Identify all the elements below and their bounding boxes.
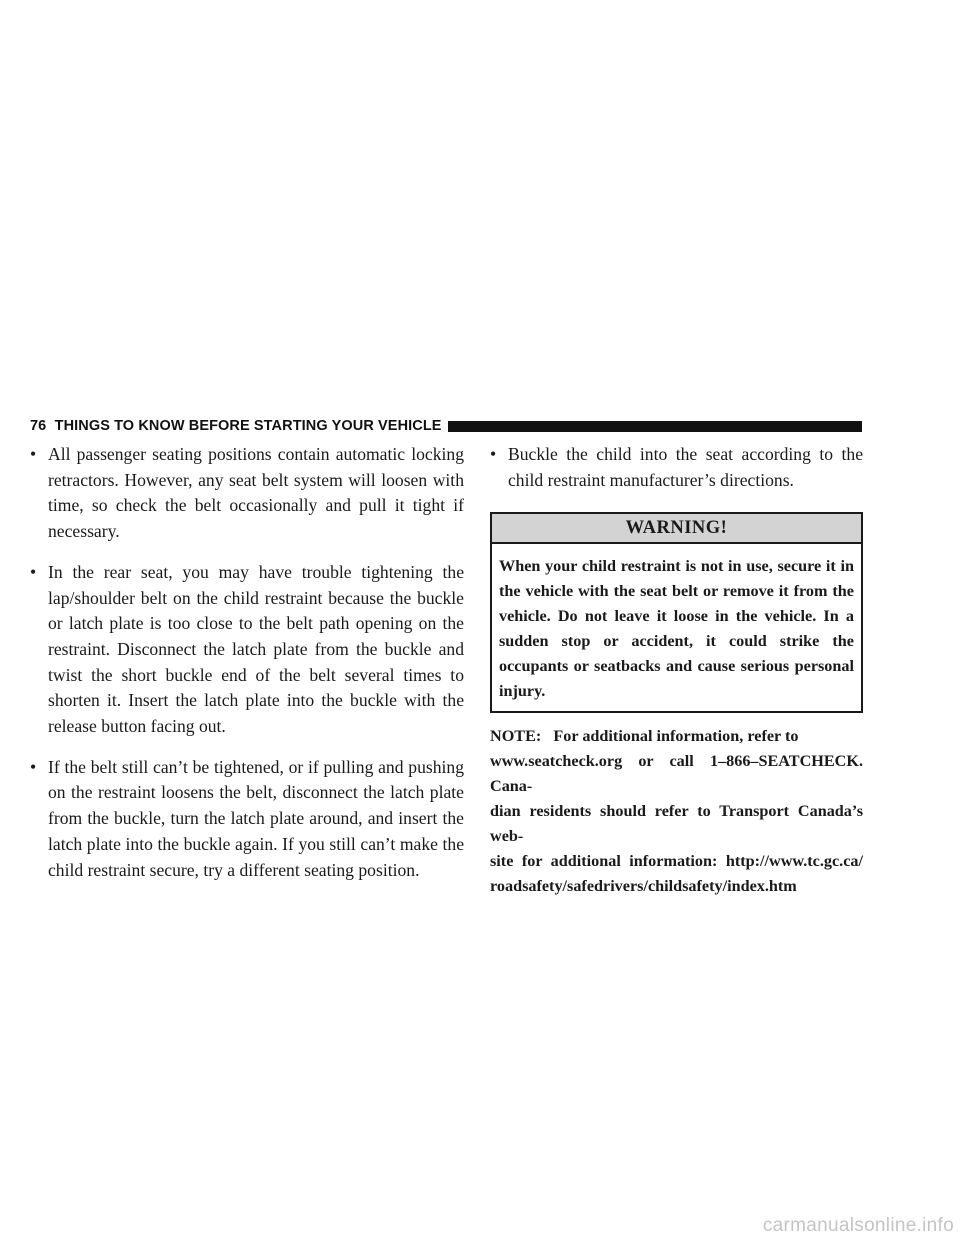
note-line: roadsafety/safedrivers/childsafety/index.htm [490, 877, 797, 896]
page-header [30, 415, 862, 437]
warning-box [490, 512, 863, 713]
right-column [490, 442, 863, 899]
note-line: dian residents should refer to Transport Canada’s web- [490, 802, 863, 846]
bullet-icon: • [30, 756, 37, 777]
bullet-text: In the rear seat, you may have trouble tightening the lap/shoulder belt on the child restraint because the buckle or latch plate is too close to the belt path opening on the restraint. Disconnect the latch plate from the buckle and twist the short buckle end of the belt several times to shorten it. Insert the latch plate into the buckle with the release button facing out. [48, 561, 464, 737]
bullet-item [30, 560, 464, 740]
bullet-text: If the belt still can’t be tightened, or if pulling and pushing on the restraint loosens the belt, disconnect the latch plate from the buckle, turn the latch plate around, and insert the latch plate into the buckle again. If you still can’t make the child restraint secure, try a different seating position. [48, 756, 464, 880]
bullet-item [30, 755, 464, 884]
left-column [30, 442, 464, 898]
note-line: NOTE: For additional information, refer to [490, 727, 799, 746]
bullet-icon: • [30, 444, 37, 464]
bullet-icon: • [490, 444, 497, 464]
warning-text: When your child restraint is not in use, secure it in the vehicle with the seat belt or remove it from the vehicle. Do not leave it loose in the vehicle. In a sudden stop or accident, it could strike the occupants or seatbacks and cause serious personal injury. [499, 557, 854, 701]
note-line: site for additional information: http://www.tc.gc.ca/ [490, 852, 863, 871]
bullet-text: Buckle the child into the seat according to the child restraint manufacturer’s directions. [508, 444, 863, 490]
site-watermark: carmanualsonline.info [762, 1215, 954, 1236]
page-number: 76 [30, 418, 47, 434]
warning-title: WARNING! [492, 514, 861, 544]
bullet-item [490, 442, 863, 493]
section-title: THINGS TO KNOW BEFORE STARTING YOUR VEHICLE [54, 418, 442, 434]
header-rule [448, 421, 862, 432]
bullet-text: All passenger seating positions contain automatic locking retractors. However, any seat belt system will loosen with time, so check the belt occasionally and pull it tight if necessary. [48, 444, 464, 542]
bullet-icon: • [30, 561, 37, 582]
note-paragraph [490, 724, 863, 899]
bullet-item [30, 442, 464, 545]
note-line: www.seatcheck.org or call 1–866–SEATCHECK. Cana- [490, 752, 863, 796]
